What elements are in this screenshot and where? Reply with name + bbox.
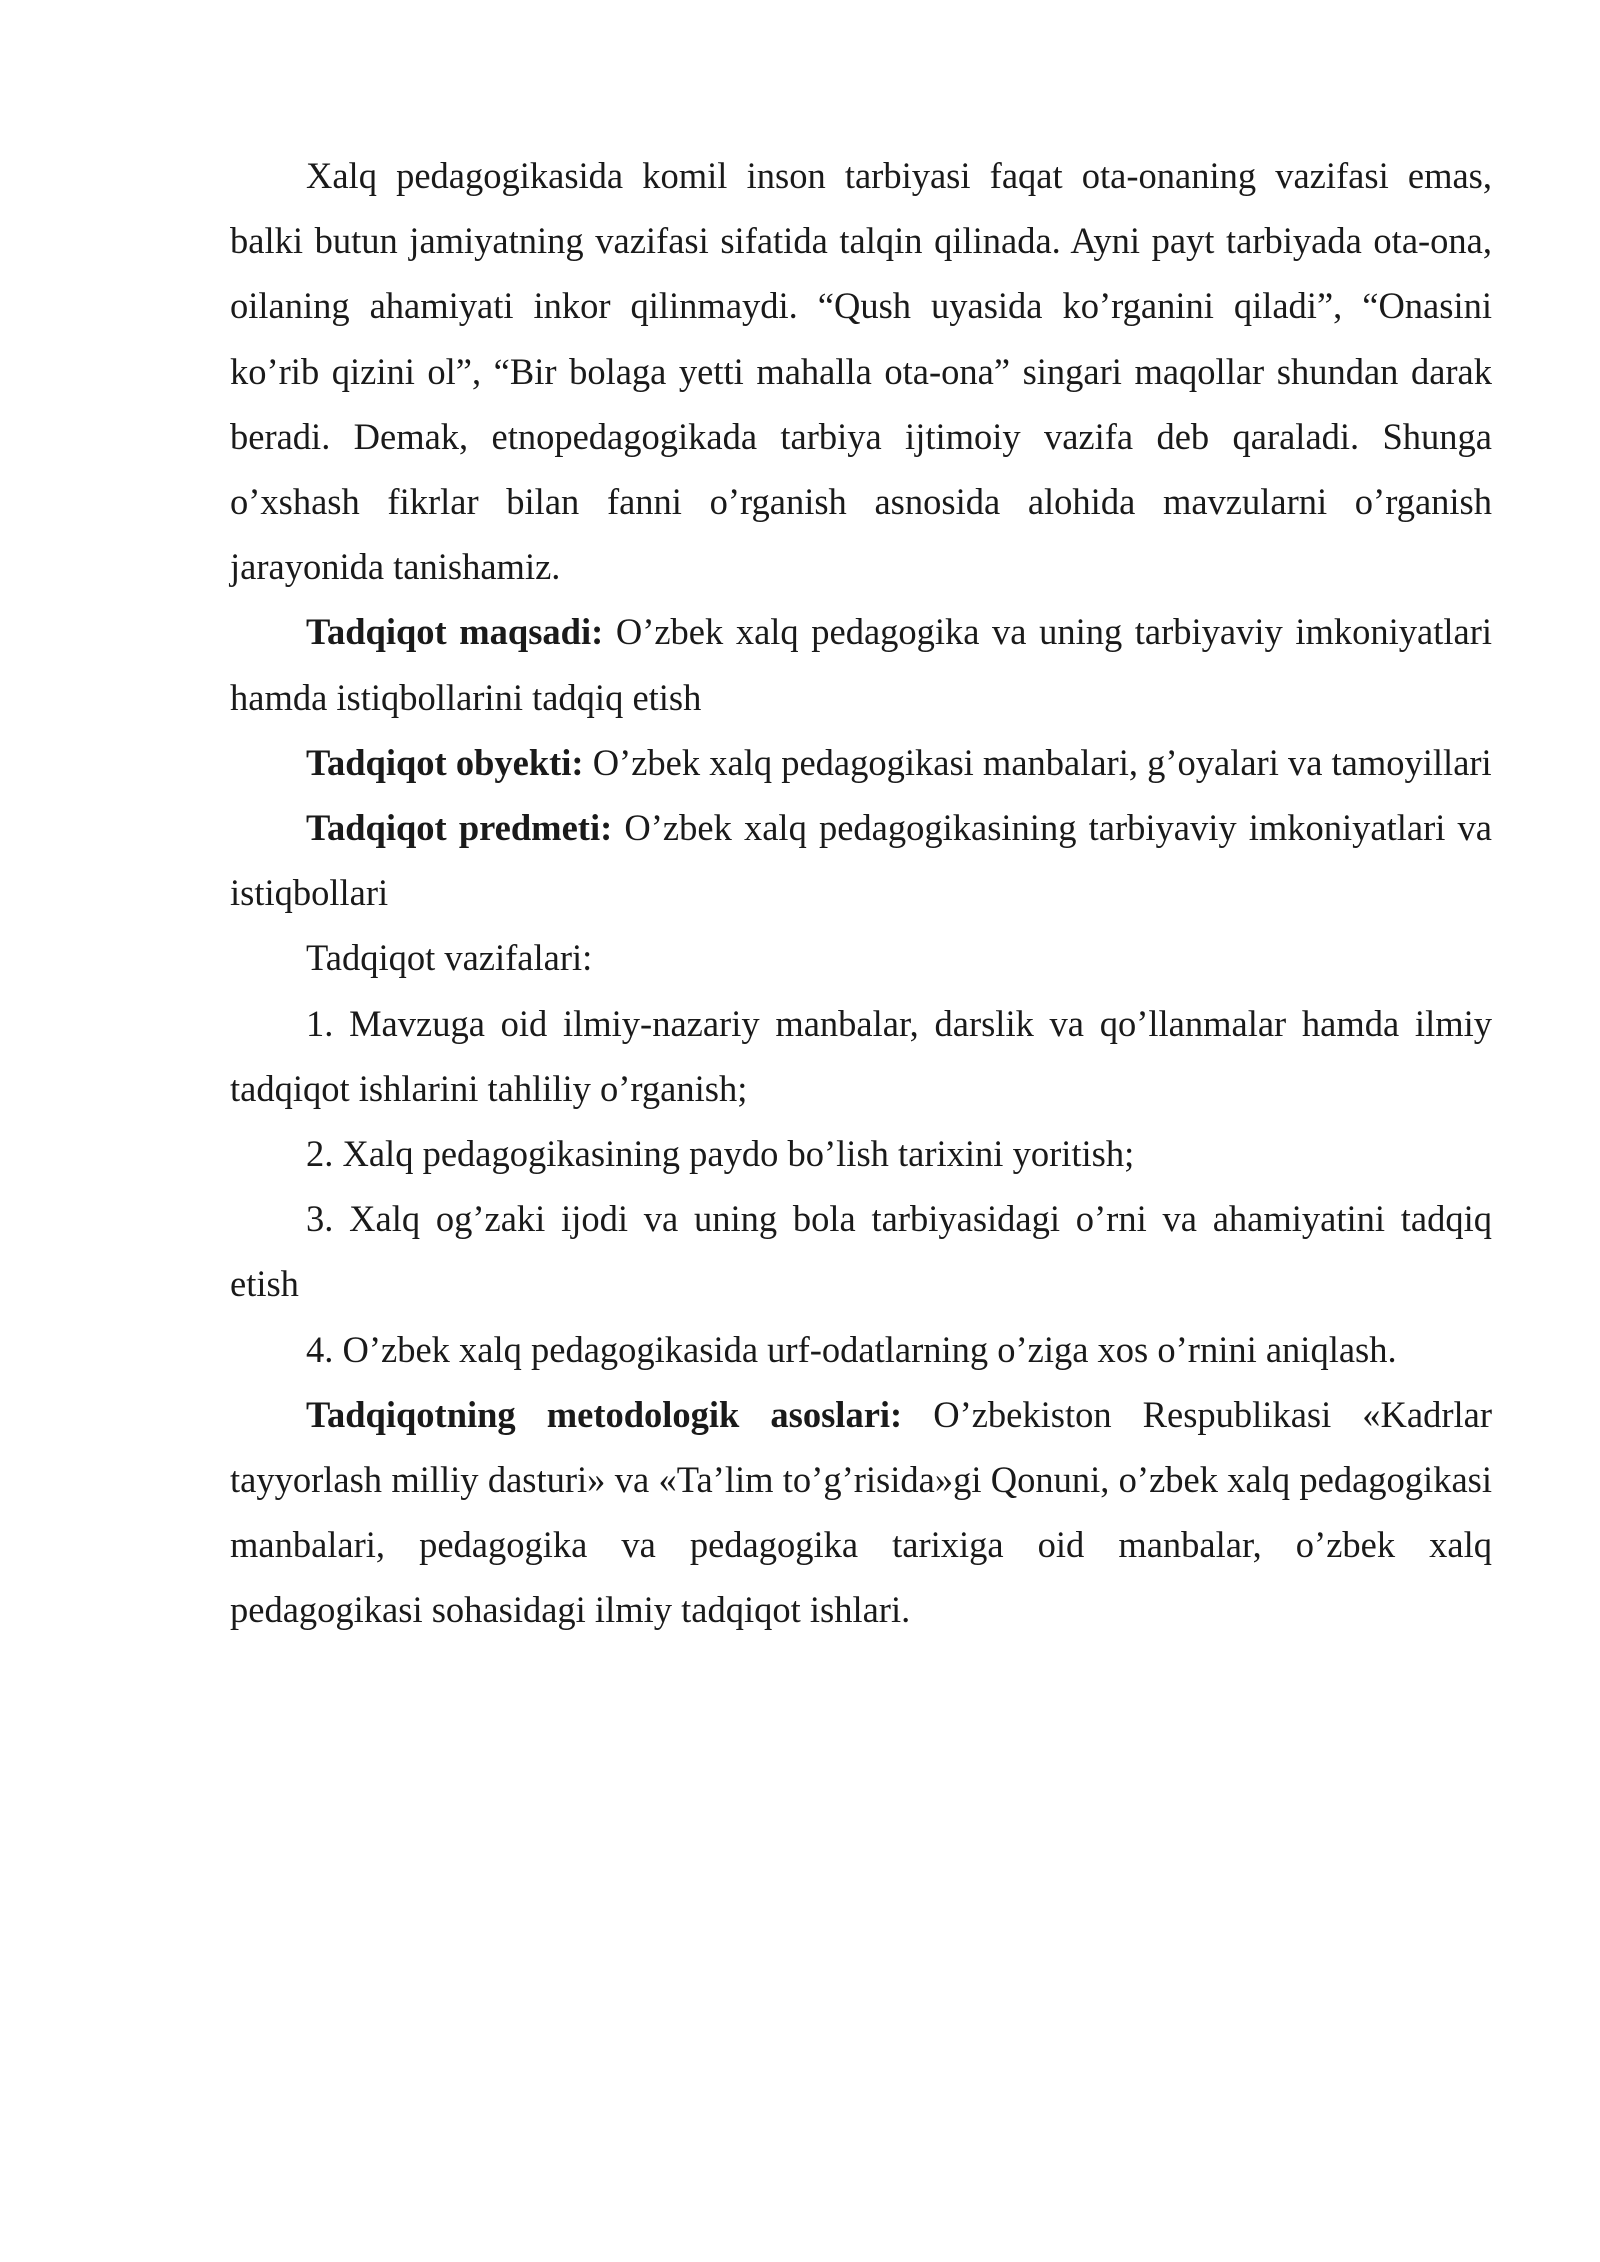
- intro-paragraph: Xalq pedagogikasida komil inson tarbiyasi faqat ota-onaning vazifasi emas, balki butun jamiyatning vazifasi sifatida talqin qilinada. Ayni payt tarbiyada ota-ona, oilaning ahamiyati inkor qilinmaydi. “Qush uyasida ko’rganini qiladi”, “Onasini ko’rib qizini ol”, “Bir bolaga yetti mahalla ota-ona” singari maqollar shundan darak beradi. Demak, etnopedagogikada tarbiya ijtimoiy vazifa deb qaraladi. Shunga o’xshash fikrlar bilan fanni o’rganish asnosida alohida mavzularni o’rganish jarayonida tanishamiz.: [230, 155, 1492, 588]
- research-goal-text: O’zbek xalq pedagogika va uning tarbiyaviy imkoniyatlari hamda istiqbollarini tadqiq etish: [230, 611, 1492, 718]
- task-item-2: 2. Xalq pedagogikasining paydo bo’lish tarixini yoritish;: [306, 1133, 1135, 1175]
- research-goal-label: Tadqiqot maqsadi:: [306, 611, 604, 653]
- task-item-4: 4. O’zbek xalq pedagogikasida urf-odatlarning o’ziga xos o’rnini aniqlash.: [306, 1328, 1397, 1370]
- research-object-paragraph: [230, 730, 1492, 795]
- research-goal-paragraph: [230, 599, 1492, 729]
- research-subject-label: Tadqiqot predmeti:: [306, 807, 613, 849]
- task-item-1: 1. Mavzuga oid ilmiy-nazariy manbalar, darslik va qo’llanmalar hamda ilmiy tadqiqot ishlarini tahliliy o’rganish;: [230, 1002, 1492, 1109]
- research-tasks-heading: Tadqiqot vazifalari:: [306, 937, 593, 979]
- task-item-3: 3. Xalq og’zaki ijodi va uning bola tarbiyasidagi o’rni va ahamiyatini tadqiq etish: [230, 1198, 1492, 1305]
- methodology-label: Tadqiqotning metodologik asoslari:: [306, 1393, 903, 1435]
- research-subject-text: O’zbek xalq pedagogikasining tarbiyaviy imkoniyatlari va istiqbollari: [230, 807, 1492, 914]
- methodology-paragraph: [230, 1382, 1492, 1643]
- research-object-text: O’zbek xalq pedagogikasi manbalari, g’oyalari va tamoyillari: [583, 741, 1492, 783]
- methodology-text: O’zbekiston Respublikasi «Kadrlar tayyorlash milliy dasturi» va «Ta’lim to’g’risida»gi Qonuni, o’zbek xalq pedagogikasi manbalari, pedagogika va pedagogika tarixiga oid manbalar, o’zbek xalq pedagogikasi sohasidagi ilmiy tadqiqot ishlari.: [230, 1393, 1492, 1631]
- research-subject-paragraph: [230, 795, 1492, 925]
- document-body: [230, 143, 1492, 1643]
- research-object-label: Tadqiqot obyekti:: [306, 741, 584, 783]
